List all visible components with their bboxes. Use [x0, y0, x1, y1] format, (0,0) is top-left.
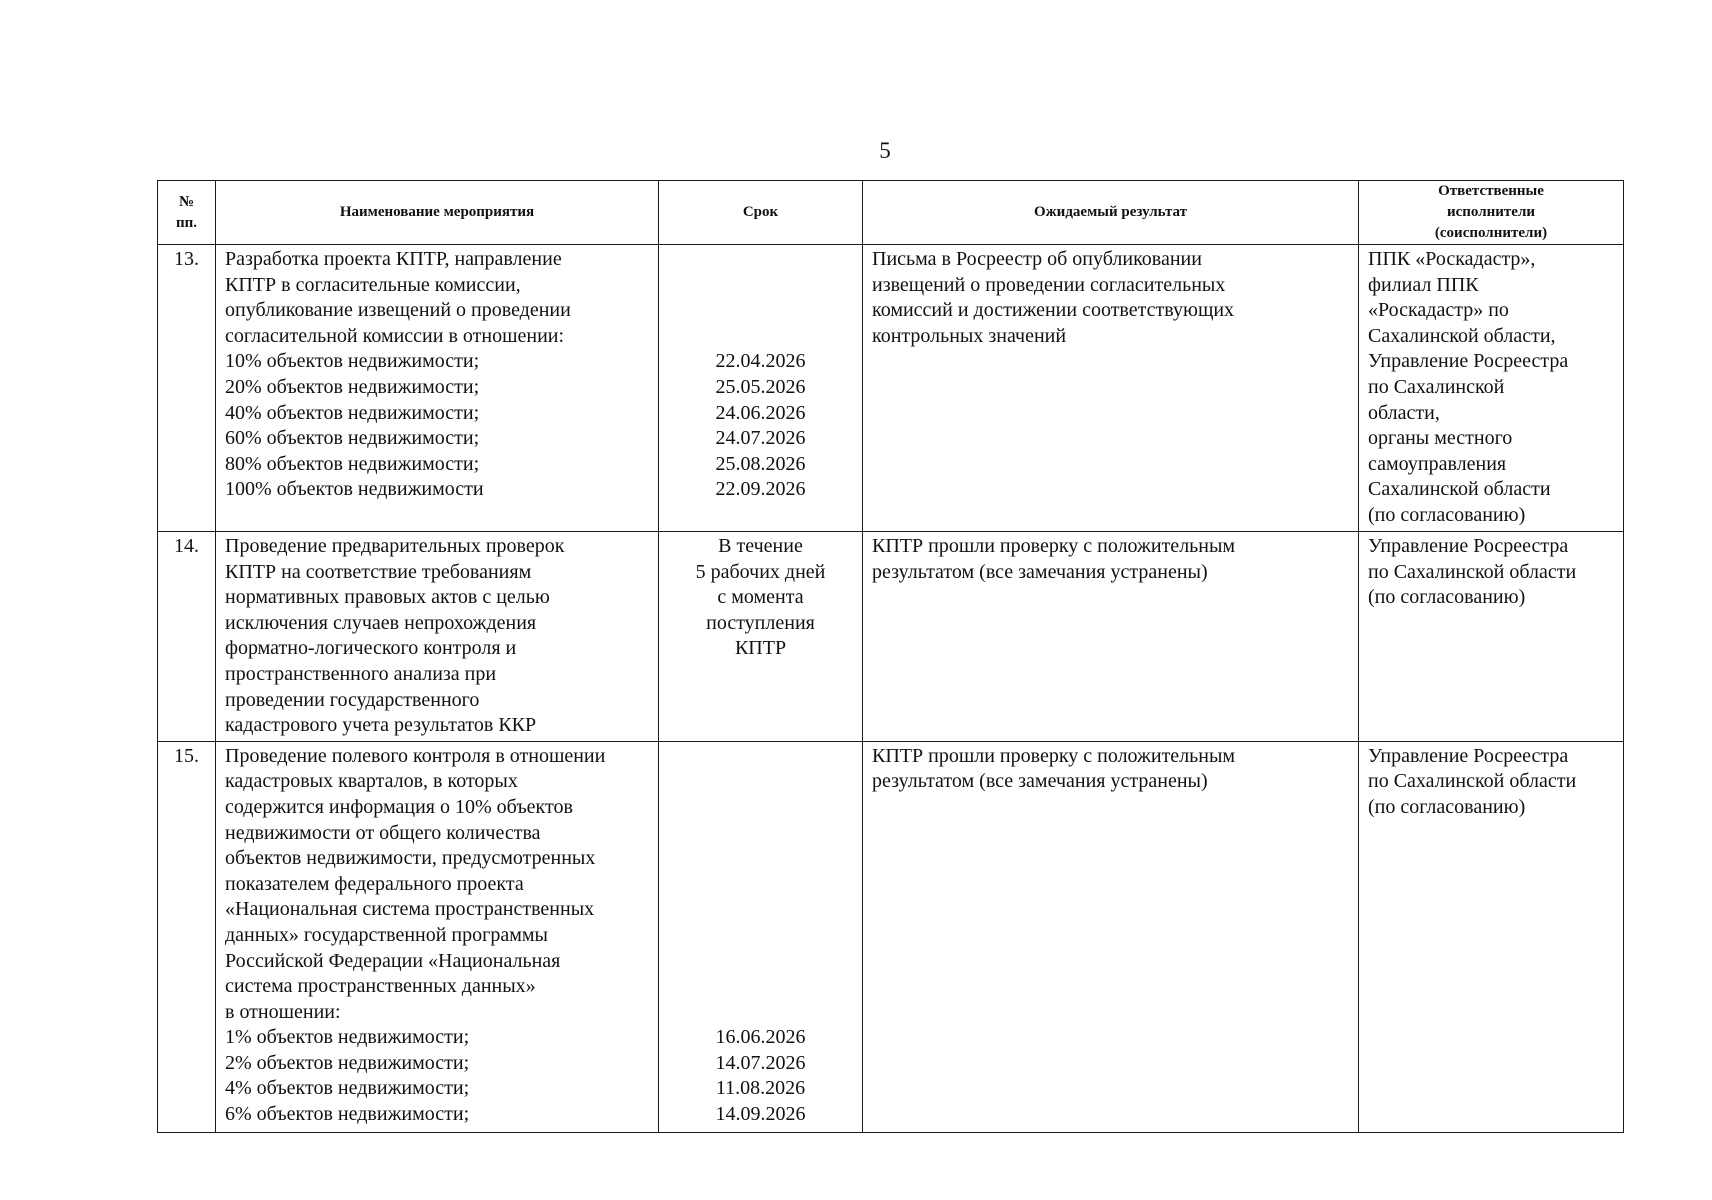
- executor-line: Управление Росреестра: [1368, 744, 1569, 767]
- term-line: 16.06.2026: [715, 1026, 806, 1049]
- spacer: [663, 744, 858, 770]
- term-line: 25.08.2026: [715, 452, 806, 475]
- table-header-row: [158, 181, 1624, 245]
- spacer: [663, 897, 858, 923]
- event-name-line: «Национальная система пространственных: [225, 898, 595, 921]
- cell-expected-result: [863, 245, 1359, 532]
- header-term: Срок: [659, 181, 863, 245]
- event-name-line: объектов недвижимости, предусмотренных: [225, 847, 596, 870]
- event-name-line: КПТР в согласительные комиссии,: [225, 273, 521, 296]
- executor-line: (по согласованию): [1368, 795, 1526, 818]
- event-name-line: 4% объектов недвижимости;: [225, 1077, 470, 1100]
- term-line: 25.05.2026: [715, 375, 806, 398]
- executor-line: по Сахалинской области: [1368, 770, 1577, 793]
- cell-term: [659, 245, 863, 532]
- result-line: извещений о проведении согласительных: [872, 273, 1226, 296]
- event-name-line: проведении государственного: [225, 688, 480, 711]
- event-name-line: пространственного анализа при: [225, 662, 497, 685]
- event-name-line: 10% объектов недвижимости;: [225, 350, 480, 373]
- executor-line: «Роскадастр» по: [1368, 299, 1509, 322]
- cell-term: [659, 532, 863, 742]
- term-line: 24.07.2026: [715, 427, 806, 450]
- header-executors: Ответственные исполнители (соисполнители): [1359, 181, 1624, 245]
- event-name-line: в отношении:: [225, 1000, 341, 1023]
- result-line: комиссий и достижении соответствующих: [872, 299, 1235, 322]
- cell-term: [659, 741, 863, 1132]
- term-line: 24.06.2026: [715, 401, 806, 424]
- table-row: [158, 245, 1624, 532]
- executor-line: области,: [1368, 401, 1440, 424]
- header-result: Ожидаемый результат: [863, 181, 1359, 245]
- cell-num: [158, 532, 216, 742]
- event-name-line: 100% объектов недвижимости: [225, 478, 484, 501]
- cell-event-name: [216, 532, 659, 742]
- table-row: [158, 532, 1624, 742]
- table-row: [158, 741, 1624, 1132]
- term-line: В течение: [718, 535, 803, 557]
- spacer: [663, 769, 858, 795]
- term-line: поступления: [706, 611, 815, 634]
- cell-event-name: [216, 245, 659, 532]
- event-name-line: согласительной комиссии в отношении:: [225, 324, 565, 347]
- spacer: [663, 821, 858, 847]
- term-line: КПТР: [734, 637, 787, 660]
- cell-event-name: [216, 741, 659, 1132]
- executor-line: органы местного: [1368, 427, 1513, 450]
- cell-executors: [1359, 741, 1624, 1132]
- row-number: 15.: [174, 744, 199, 767]
- event-name-line: показателем федерального проекта: [225, 872, 524, 895]
- event-name-line: 80% объектов недвижимости;: [225, 452, 480, 475]
- cell-expected-result: [863, 532, 1359, 742]
- event-name-line: Проведение полевого контроля в отношении: [225, 744, 606, 767]
- term-line: 22.09.2026: [715, 478, 806, 501]
- term-line: 5 рабочих дней: [695, 560, 826, 583]
- executor-line: филиал ППК: [1368, 273, 1479, 296]
- spacer: [663, 1000, 858, 1026]
- spacer: [663, 872, 858, 898]
- executor-line: Сахалинской области,: [1368, 324, 1556, 347]
- event-name-line: 2% объектов недвижимости;: [225, 1051, 470, 1074]
- executor-line: Управление Росреестра: [1368, 535, 1569, 557]
- term-line: с момента: [717, 586, 804, 609]
- cell-executors: [1359, 532, 1624, 742]
- event-name-line: система пространственных данных»: [225, 975, 536, 998]
- cell-expected-result: [863, 741, 1359, 1132]
- spacer: [663, 247, 858, 273]
- event-name-line: Российской Федерации «Национальная: [225, 949, 561, 972]
- spacer: [663, 949, 858, 975]
- event-name-line: опубликование извещений о проведении: [225, 299, 571, 322]
- executor-line: по Сахалинской области: [1368, 560, 1577, 583]
- header-num: № пп.: [158, 181, 216, 245]
- executor-line: самоуправления: [1368, 452, 1507, 475]
- event-name-line: 20% объектов недвижимости;: [225, 375, 480, 398]
- event-name-line: содержится информация о 10% объектов: [225, 795, 573, 818]
- spacer: [663, 273, 858, 299]
- event-name-line: КПТР на соответствие требованиям: [225, 560, 532, 583]
- executor-line: Управление Росреестра: [1368, 350, 1569, 373]
- spacer: [663, 974, 858, 1000]
- spacer: [663, 923, 858, 949]
- executor-line: ППК «Роскадастр»,: [1368, 248, 1536, 270]
- event-name-line: 60% объектов недвижимости;: [225, 427, 480, 450]
- result-line: контрольных значений: [872, 324, 1067, 347]
- event-name-line: кадастровых кварталов, в которых: [225, 770, 518, 793]
- executor-line: по Сахалинской: [1368, 375, 1505, 398]
- event-name-line: кадастрового учета результатов ККР: [225, 714, 537, 737]
- term-line: 14.07.2026: [715, 1051, 806, 1074]
- result-line: результатом (все замечания устранены): [872, 560, 1208, 583]
- spacer: [663, 324, 858, 350]
- result-line: КПТР прошли проверку с положительным: [872, 744, 1236, 767]
- term-line: 14.09.2026: [715, 1103, 806, 1126]
- row-number: 14.: [174, 535, 199, 557]
- result-line: КПТР прошли проверку с положительным: [872, 535, 1236, 557]
- row-number: 13.: [174, 248, 199, 270]
- result-line: Письма в Росреестр об опубликовании: [872, 248, 1202, 270]
- executor-line: Сахалинской области: [1368, 478, 1551, 501]
- term-line: 11.08.2026: [715, 1077, 806, 1100]
- header-name: Наименование мероприятия: [216, 181, 659, 245]
- event-name-line: 6% объектов недвижимости;: [225, 1103, 470, 1126]
- spacer: [663, 795, 858, 821]
- event-name-line: 40% объектов недвижимости;: [225, 401, 480, 424]
- cell-num: [158, 245, 216, 532]
- event-name-line: 1% объектов недвижимости;: [225, 1026, 470, 1049]
- event-name-line: Проведение предварительных проверок: [225, 535, 565, 557]
- executor-line: (по согласованию): [1368, 503, 1526, 526]
- page-number: 5: [879, 138, 891, 163]
- cell-num: [158, 741, 216, 1132]
- result-line: результатом (все замечания устранены): [872, 770, 1208, 793]
- term-line: 22.04.2026: [715, 350, 806, 373]
- cell-executors: [1359, 245, 1624, 532]
- executor-line: (по согласованию): [1368, 586, 1526, 609]
- event-name-line: исключения случаев непрохождения: [225, 611, 537, 634]
- spacer: [663, 846, 858, 872]
- event-name-line: нормативных правовых актов с целью: [225, 586, 550, 609]
- event-name-line: Разработка проекта КПТР, направление: [225, 248, 562, 270]
- event-name-line: данных» государственной программы: [225, 923, 548, 946]
- spacer: [663, 298, 858, 324]
- event-name-line: форматно-логического контроля и: [225, 637, 517, 660]
- events-table: [157, 180, 1624, 1133]
- event-name-line: недвижимости от общего количества: [225, 821, 541, 844]
